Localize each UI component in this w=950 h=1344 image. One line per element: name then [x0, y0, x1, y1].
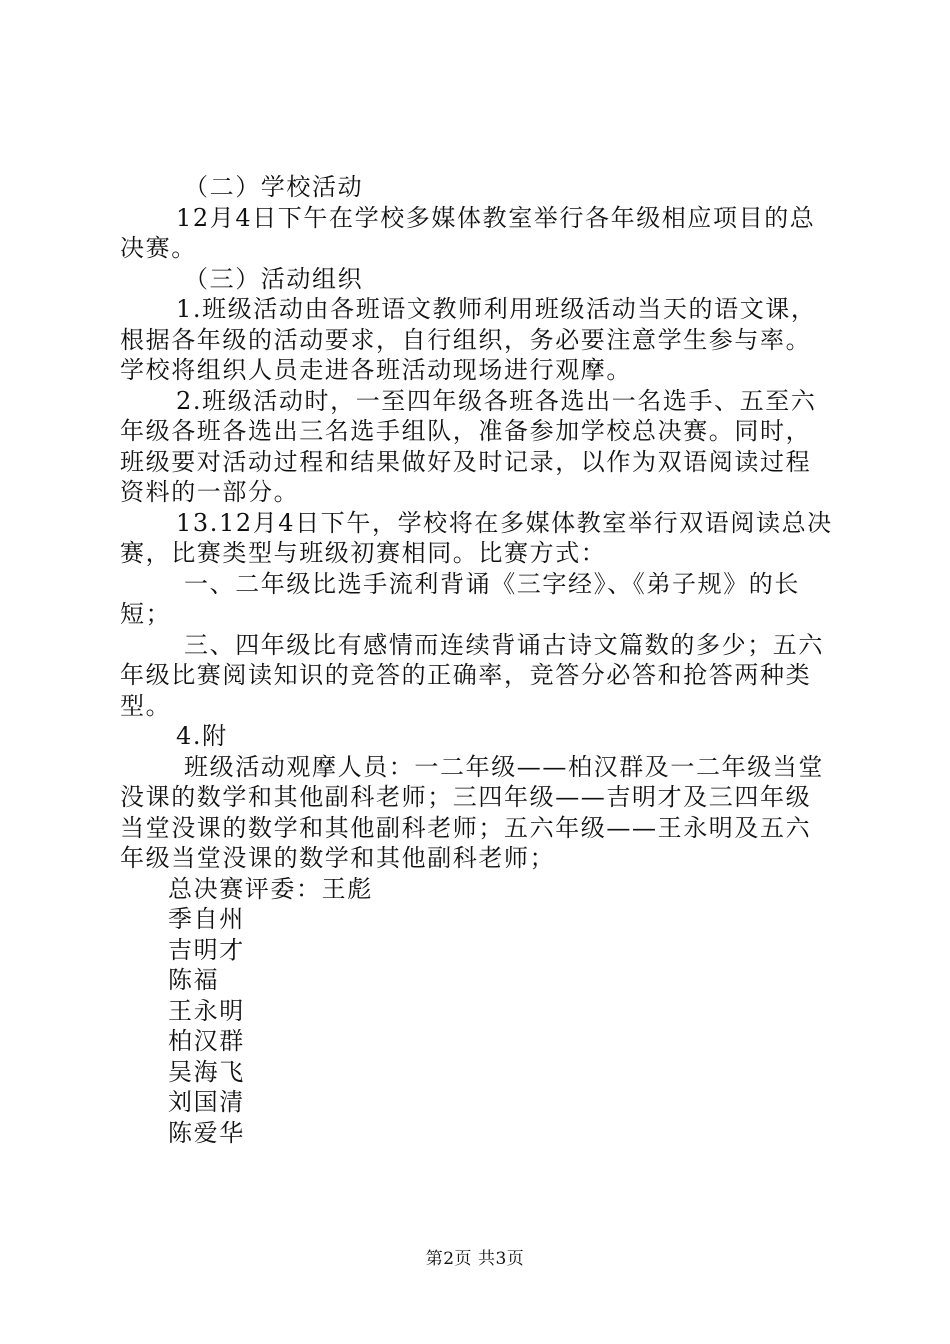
paragraph-line: 决赛。	[120, 234, 197, 262]
paragraph-line: 季自州	[168, 905, 245, 933]
paragraph-line: 总决赛评委：王彪	[168, 874, 373, 903]
document-body	[120, 172, 832, 1148]
paragraph-line: 资料的一部分。	[120, 478, 300, 506]
paragraph-line: 柏汉群	[168, 1027, 245, 1055]
paragraph-line: 吴海飞	[168, 1057, 245, 1086]
paragraph-line: 一、二年级比选手流利背诵《三字经》、《弟子规》的长	[184, 569, 800, 598]
paragraph-line: （三）活动组织	[184, 264, 364, 293]
paragraph-line: 陈福	[168, 966, 220, 994]
paragraph-line: 年级各班各选出三名选手组队，准备参加学校总决赛。同时，	[120, 417, 812, 445]
paragraph-line: 12月4日下午在学校多媒体教室举行各年级相应项目的总	[176, 203, 816, 232]
paragraph-line: 没课的数学和其他副科老师；三四年级——吉明才及三四年级	[120, 783, 812, 811]
paragraph-line: 当堂没课的数学和其他副科老师；五六年级——王永明及五六	[120, 813, 812, 842]
paragraph-line: 根据各年级的活动要求，自行组织，务必要注意学生参与率。	[120, 325, 812, 354]
paragraph-line: 王永明	[168, 996, 245, 1025]
paragraph-line: （二）学校活动	[184, 173, 364, 201]
paragraph-line: 1.班级活动由各班语文教师利用班级活动当天的语文课，	[176, 295, 817, 323]
paragraph-line: 4.附	[176, 722, 228, 750]
paragraph-line: 短；	[120, 600, 172, 628]
paragraph-line: 赛，比赛类型与班级初赛相同。比赛方式：	[120, 539, 607, 567]
paragraph-line: 班级活动观摩人员：一二年级——柏汉群及一二年级当堂	[184, 752, 824, 781]
paragraph-line: 三、四年级比有感情而连续背诵古诗文篇数的多少；五六	[184, 630, 824, 659]
paragraph-line: 型。	[120, 691, 172, 720]
paragraph-line: 13.12月4日下午，学校将在多媒体教室举行双语阅读总决	[176, 508, 833, 537]
paragraph-line: 刘国清	[168, 1088, 245, 1116]
paragraph-line: 吉明才	[168, 935, 245, 964]
paragraph-line: 班级要对活动过程和结果做好及时记录，以作为双语阅读过程	[120, 447, 812, 476]
paragraph-line: 年级比赛阅读知识的竞答的正确率，竞答分必答和抢答两种类	[120, 661, 812, 689]
paragraph-line: 学校将组织人员走进各班活动现场进行观摩。	[120, 356, 632, 384]
page-footer: 第2页 共3页	[425, 1249, 525, 1269]
paragraph-line: 年级当堂没课的数学和其他副科老师；	[120, 844, 556, 872]
paragraph-line: 2.班级活动时，一至四年级各班各选出一名选手、五至六	[176, 386, 817, 415]
paragraph-line: 陈爱华	[168, 1118, 245, 1147]
